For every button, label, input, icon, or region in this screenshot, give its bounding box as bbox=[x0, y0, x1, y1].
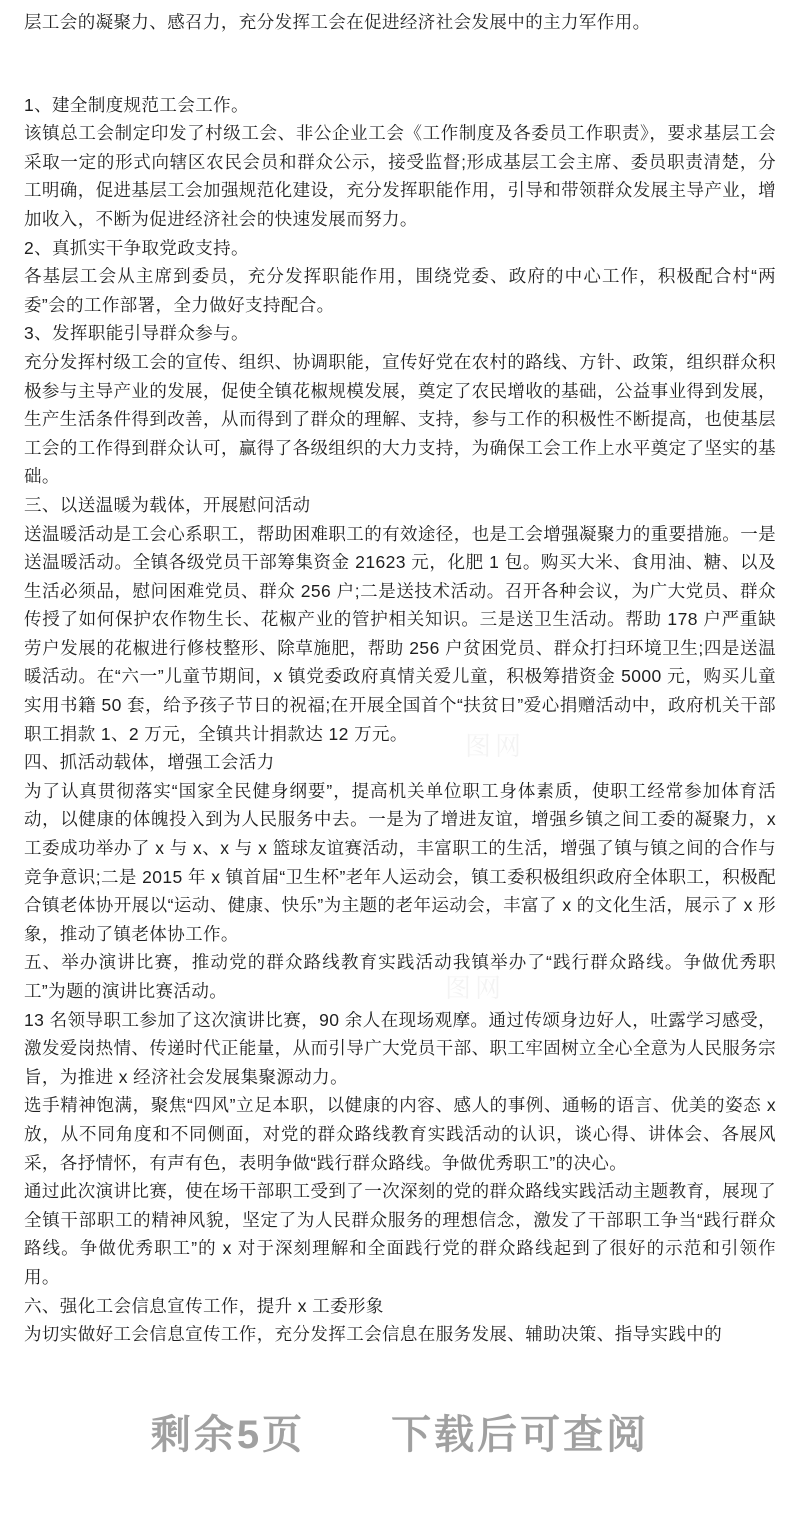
section-heading: 五、举办演讲比赛，推动党的群众路线教育实践活动我镇举办了“践行群众路线。争做优秀职工”为题的演讲比赛活动。 bbox=[24, 952, 776, 1001]
body-paragraph: 3、发挥职能引导群众参与。 bbox=[24, 323, 249, 344]
body-paragraph: 送温暖活动是工会心系职工，帮助困难职工的有效途径，也是工会增强凝聚力的重要措施。一是送温暖活动。全镇各级党员干部筹集资金 21623 元，化肥 1 包。购买大米、食用油、糖、以及生活必须品，慰问困难党员、群众 256 户;二是送技术活动。召开各种会议，为广大党员、群众传授了如何保护农作物生长、花椒产业的管护相关知识。三是送卫生活动。帮助 178 户严重缺劳户发展的花椒进行修枝整形、除草施肥，帮助 256 户贫困党员、群众打扫环境卫生;四是送温暖活动。在“六一”儿童节期间，x 镇党委政府真情关爱儿童，积极筹措资金 5000 元，购买儿童实用书籍 50 套，给予孩子节日的祝福;在开展全国首个“扶贫日”爱心捐赠活动中，政府机关干部职工捐款 1、2 万元，全镇共计捐款达 12 万元。 bbox=[24, 523, 776, 744]
body-paragraph: 13 名领导职工参加了这次演讲比赛，90 余人在现场观摩。通过传颂身边好人，吐露学习感受，激发爱岗热情、传递时代正能量，从而引导广大党员干部、职工牢固树立全心全意为人民服务宗旨，为推进 x 经济社会发展集聚源动力。 bbox=[24, 1009, 776, 1087]
remaining-pages-notice: 剩余5页 下载后可查阅 bbox=[150, 1412, 650, 1457]
body-paragraph: 为了认真贯彻落实“国家全民健身纲要”，提高机关单位职工身体素质，使职工经常参加体育活动，以健康的体魄投入到为人民服务中去。一是为了增进友谊，增强乡镇之间工委的凝聚力，x 工委成功举办了 x 与 x、x 与 x 篮球友谊赛活动，丰富职工的生活，增强了镇与镇之间的合作与竞争意识;二是 2015 年 x 镇首届“卫生杯”老年人运动会，镇工委积极组织政府全体职工，积极配合镇老体协开展以“运动、健康、快乐”为主题的老年运动会，丰富了 x 的文化生活，展示了 x 形象，推动了镇老体协工作。 bbox=[24, 780, 776, 944]
watermark: 图网 bbox=[445, 973, 506, 1003]
body-paragraph: 该镇总工会制定印发了村级工会、非公企业工会《工作制度及各委员工作职责》，要求基层工会采取一定的形式向辖区农民会员和群众公示，接受监督;形成基层工会主席、委员职责清楚，分工明确，促进基层工会加强规范化建设，充分发挥职能作用，引导和带领群众发展主导产业，增加收入，不断为促进经济社会的快速发展而努力。 bbox=[24, 123, 776, 229]
section-heading: 四、抓活动载体，增强工会活力 bbox=[24, 752, 275, 773]
body-paragraph: 选手精神饱满，聚焦“四风”立足本职，以健康的内容、感人的事例、通畅的语言、优美的姿态 x 放，从不同角度和不同侧面，对党的群众路线教育实践活动的认识，谈心得、讲体会、各展风采，各抒情怀，有声有色，表明争做“践行群众路线。争做优秀职工”的决心。 bbox=[24, 1095, 776, 1173]
body-paragraph: 层工会的凝聚力、感召力，充分发挥工会在促进经济社会发展中的主力军作用。 bbox=[24, 12, 651, 32]
section-heading: 六、强化工会信息宣传工作，提升 x 工委形象 bbox=[24, 1295, 384, 1316]
body-paragraph: 通过此次演讲比赛，使在场干部职工受到了一次深刻的党的群众路线实践活动主题教育，展现了全镇干部职工的精神风貌，坚定了为人民群众服务的理想信念，激发了干部职工争当“践行群众路线。争做优秀职工”的 x 对于深刻理解和全面践行党的群众路线起到了很好的示范和引领作用。 bbox=[24, 1181, 776, 1287]
body-paragraph: 各基层工会从主席到委员，充分发挥职能作用，围绕党委、政府的中心工作，积极配合村“两委”会的工作部署，全力做好支持配合。 bbox=[24, 266, 776, 315]
body-paragraph: 2、真抓实干争取党政支持。 bbox=[24, 237, 249, 258]
watermark: 图网 bbox=[465, 731, 526, 761]
body-paragraph: 充分发挥村级工会的宣传、组织、协调职能，宣传好党在农村的路线、方针、政策，组织群众积极参与主导产业的发展，促使全镇花椒规模发展，奠定了农民增收的基础，公益事业得到发展，生产生活条件得到改善，从而得到了群众的理解、支持，参与工作的积极性不断提高，也使基层工会的工作得到群众认可，赢得了各级组织的大力支持，为确保工会工作上水平奠定了坚实的基础。 bbox=[24, 351, 776, 487]
body-paragraph: 1、建全制度规范工会工作。 bbox=[24, 94, 249, 115]
section-heading: 三、以送温暖为载体，开展慰问活动 bbox=[24, 494, 311, 515]
body-paragraph: 为切实做好工会信息宣传工作，充分发挥工会信息在服务发展、辅助决策、指导实践中的 bbox=[24, 1324, 723, 1345]
